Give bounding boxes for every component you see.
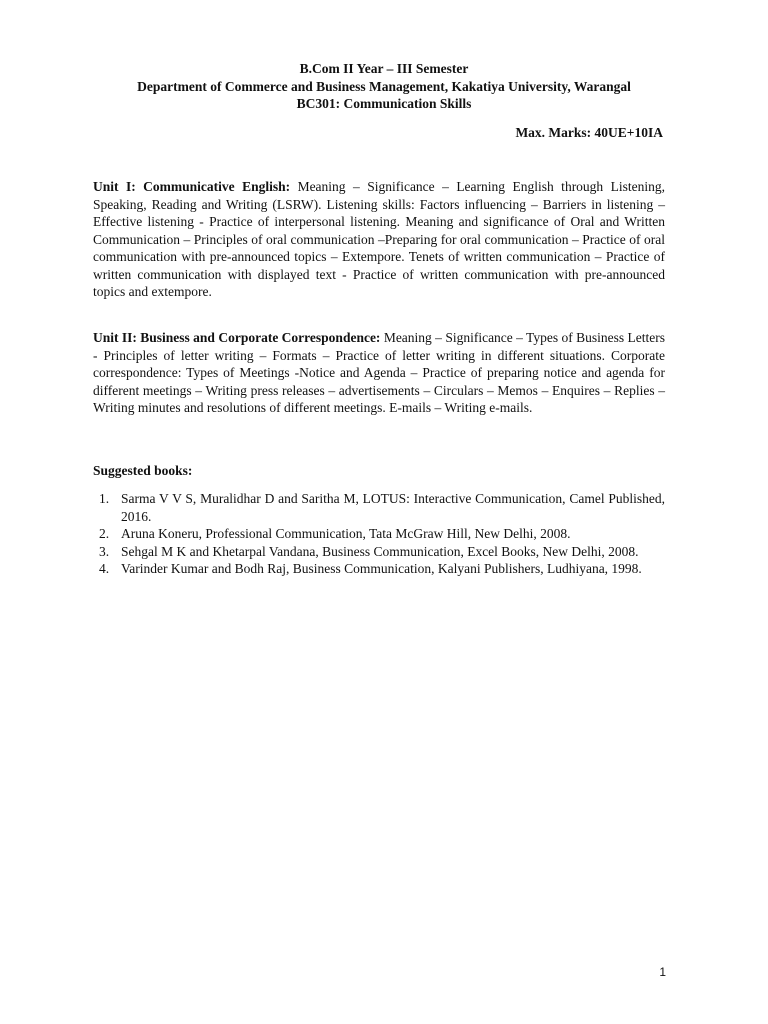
page-number: 1 (659, 965, 666, 979)
unit-1-body: Meaning – Significance – Learning English through Listening, Speaking, Reading and Writing (LSRW). Listening skills: Factors influencing – Barriers in listening – Effective listening - Practice of interpersonal listening. Meaning and significance of Oral and Written Communication – Principles of oral communication –Preparing for oral communication – Practice of oral communication with pre-announced topics – Extempore. Tenets of written communication – Practice of written communication with displayed text - Practice of written communication with pre-announced topics and extempore. (93, 179, 666, 299)
book-item (93, 560, 665, 578)
unit-1-section (93, 178, 665, 301)
unit-2-body: Meaning – Significance – Types of Business Letters - Principles of letter writing – Formats – Practice of letter writing in different situations. Corporate correspondence: Types of Meetings -Notice and Agenda – Practice of preparing notice and agenda for different meetings – Writing press releases – advertisements – Circulars – Memos – Enquires – Replies – Writing minutes and resolutions of different meetings. E-mails – Writing e-mails. (93, 330, 665, 415)
unit-1-title: Unit I: Communicative English: (93, 179, 298, 194)
department-name: Department of Commerce and Business Management, Kakatiya University, Warangal (137, 78, 631, 94)
course-title: BC301: Communication Skills (296, 96, 472, 111)
suggested-books-heading: Suggested books: (93, 463, 193, 478)
book-citation: Varinder Kumar and Bodh Raj, Business Communication, Kalyani Publishers, Ludhiyana, 1998. (121, 561, 642, 576)
suggested-books-list (93, 490, 665, 578)
book-number: 2. (99, 526, 110, 541)
book-item (93, 490, 665, 525)
book-item (93, 543, 665, 561)
book-citation: Sarma V V S, Muralidhar D and Saritha M, LOTUS: Interactive Communication, Camel Published, 2016. (121, 491, 665, 524)
document-header (0, 60, 768, 113)
book-item (93, 525, 665, 543)
course-year-semester: B.Com II Year – III Semester (299, 61, 469, 76)
book-number: 4. (99, 561, 110, 576)
book-citation: Sehgal M K and Khetarpal Vandana, Business Communication, Excel Books, New Delhi, 2008. (121, 543, 639, 559)
unit-2-section (93, 329, 665, 417)
max-marks: Max. Marks: 40UE+10IA (515, 125, 663, 140)
book-number: 1. (99, 491, 110, 506)
book-citation: Aruna Koneru, Professional Communication, Tata McGraw Hill, New Delhi, 2008. (121, 526, 571, 541)
book-number: 3. (99, 543, 110, 559)
unit-2-title: Unit II: Business and Corporate Correspondence: (93, 330, 384, 345)
